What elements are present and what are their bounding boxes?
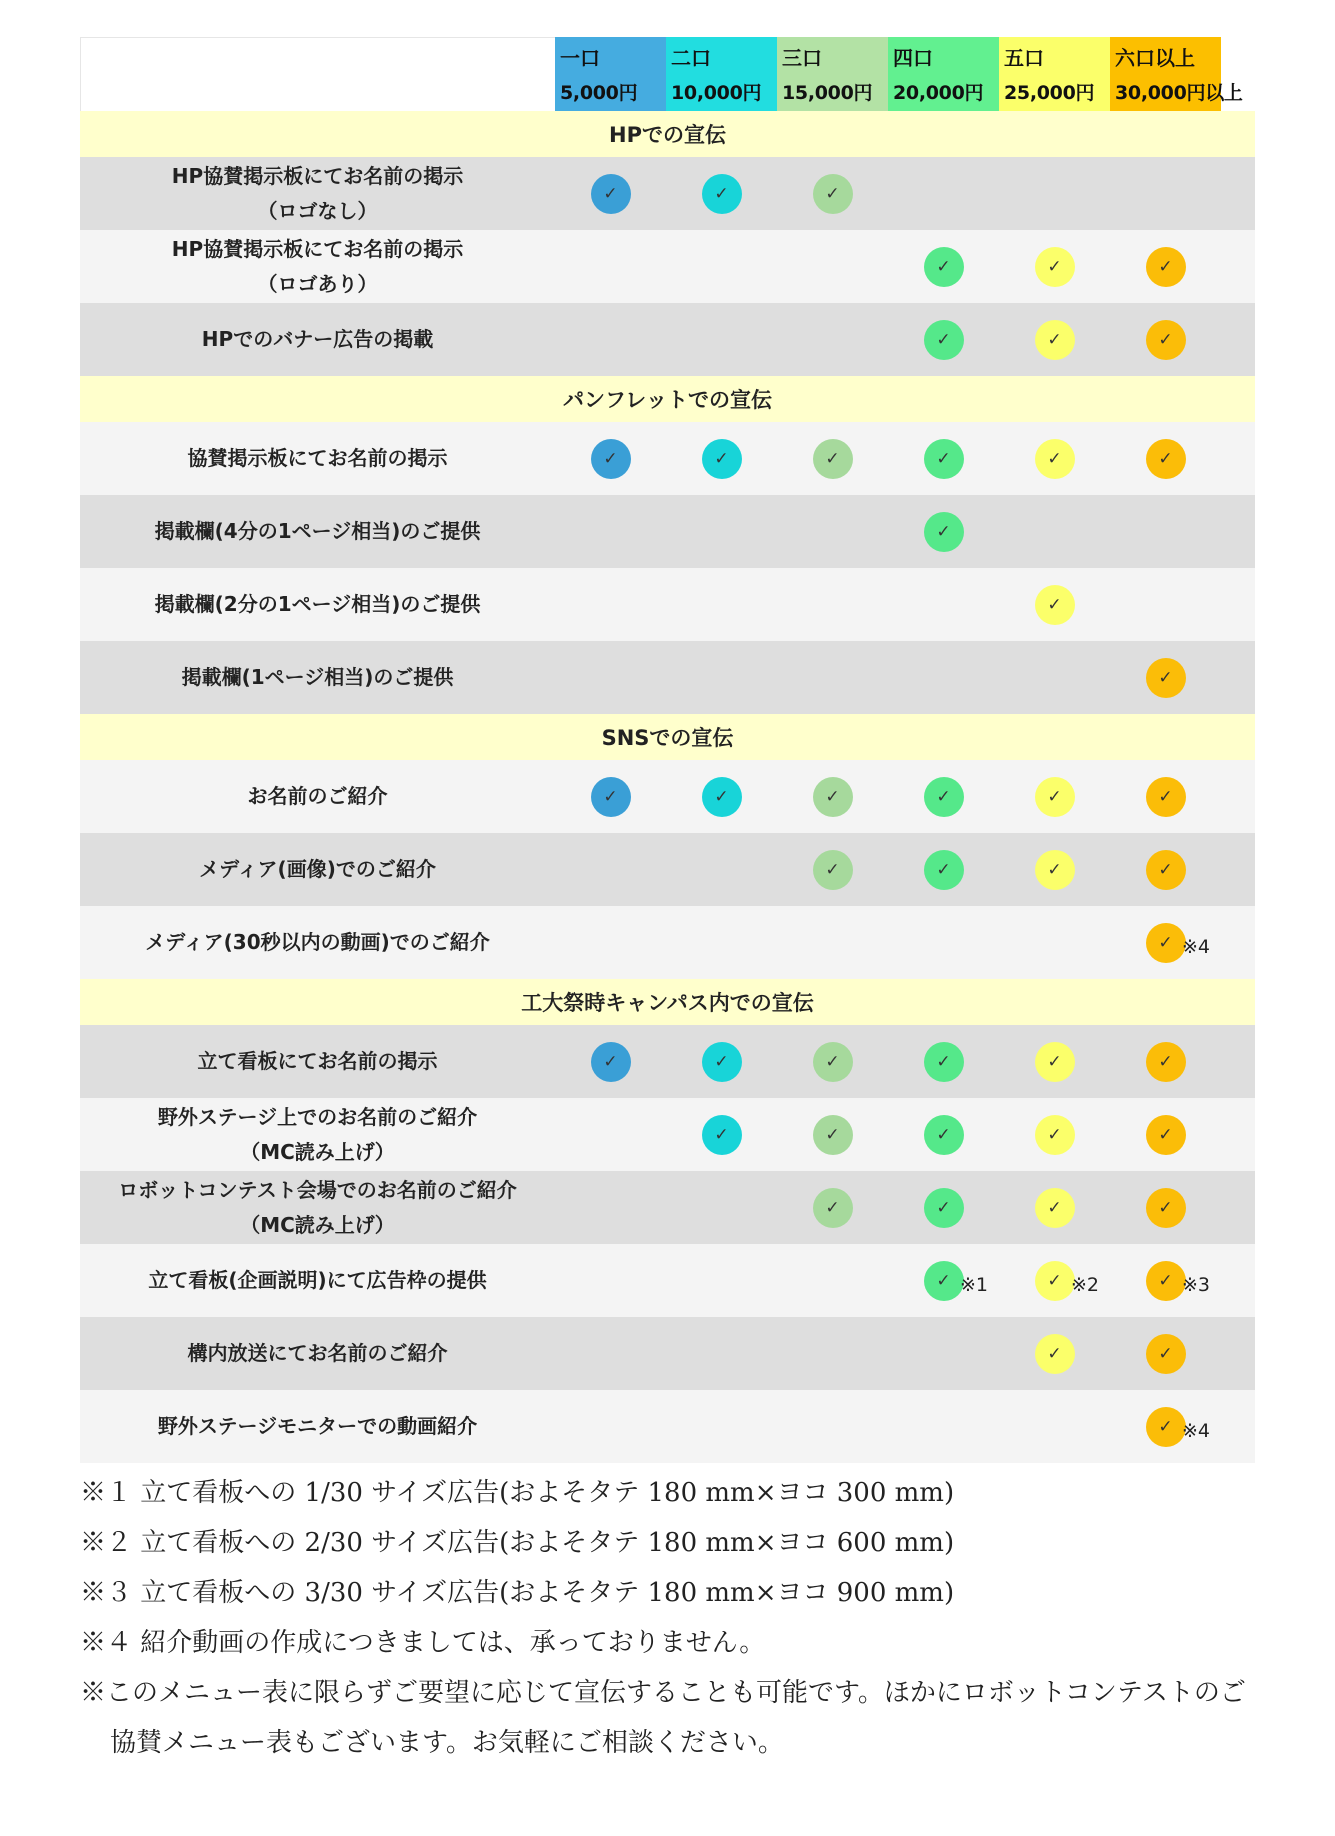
tier-cell xyxy=(777,422,888,495)
tier-cell xyxy=(999,495,1110,568)
tier-cell xyxy=(666,1317,777,1390)
tier-price: 5,000円 xyxy=(560,82,638,104)
check-icon: ✓ xyxy=(924,1261,964,1301)
header-blank-cell xyxy=(80,37,555,111)
tier-cell xyxy=(666,1098,777,1171)
check-icon: ✓ xyxy=(702,174,742,214)
tier-cell xyxy=(555,760,666,833)
tier-cell xyxy=(777,1025,888,1098)
tier-cell xyxy=(777,495,888,568)
row-label xyxy=(80,322,555,357)
tier-cell xyxy=(777,1317,888,1390)
check-icon: ✓ xyxy=(591,1042,631,1082)
row-label xyxy=(80,660,555,695)
check-icon: ✓ xyxy=(924,1188,964,1228)
tier-cell xyxy=(555,833,666,906)
row-label-subtext: （MC読み上げ） xyxy=(240,1139,395,1164)
tier-cell xyxy=(777,157,888,230)
check-icon: ✓ xyxy=(1146,1042,1186,1082)
check-icon: ✓ xyxy=(813,1188,853,1228)
tier-cell xyxy=(999,1317,1110,1390)
tier-cell xyxy=(1110,641,1221,714)
check-icon: ✓ xyxy=(1146,1334,1186,1374)
check-icon: ✓ xyxy=(924,1115,964,1155)
tier-cell xyxy=(1110,833,1221,906)
tier-cell xyxy=(777,1390,888,1463)
check-icon: ✓ xyxy=(1035,439,1075,479)
tier-cell xyxy=(555,230,666,303)
tier-price: 15,000円 xyxy=(782,82,873,104)
tier-cell xyxy=(888,303,999,376)
tier-cell xyxy=(555,1244,666,1317)
section-title: パンフレットでの宣伝 xyxy=(563,388,772,412)
tier-cell xyxy=(555,641,666,714)
row-label-text: 野外ステージモニターでの動画紹介 xyxy=(157,1414,478,1438)
row-label-text: 掲載欄(4分の1ページ相当)のご提供 xyxy=(154,519,481,543)
tier-cell xyxy=(666,495,777,568)
check-icon: ✓ xyxy=(702,1115,742,1155)
footnote-line: ※このメニュー表に限らずご要望に応じて宣伝することも可能です。ほかにロボットコンテストのご協賛メニュー表もございます。お気軽にご相談ください。 xyxy=(80,1678,1246,1758)
row-label xyxy=(80,925,555,960)
tier-name: 二口 xyxy=(671,46,711,70)
row-label-text: 掲載欄(2分の1ページ相当)のご提供 xyxy=(154,592,481,616)
tier-cell xyxy=(999,833,1110,906)
tier-cell xyxy=(888,230,999,303)
table-row xyxy=(80,422,1255,495)
tier-cell xyxy=(666,230,777,303)
tier-cell xyxy=(888,760,999,833)
tier-cell xyxy=(666,1390,777,1463)
check-icon: ✓ xyxy=(924,247,964,287)
tier-cell xyxy=(777,760,888,833)
check-icon: ✓ xyxy=(924,439,964,479)
tier-cell xyxy=(999,1098,1110,1171)
row-label-text: 協賛掲示板にてお名前の掲示 xyxy=(187,446,448,470)
row-label-text: メディア(30秒以内の動画)でのご紹介 xyxy=(145,930,490,954)
tier-cell xyxy=(666,906,777,979)
tier-cell xyxy=(888,641,999,714)
row-label xyxy=(80,1100,555,1170)
tier-cell xyxy=(777,906,888,979)
check-icon: ✓ xyxy=(1146,777,1186,817)
tier-price: 20,000円 xyxy=(893,82,984,104)
tier-cell xyxy=(1110,760,1221,833)
tier-header-2 xyxy=(666,37,777,111)
check-icon: ✓ xyxy=(1146,439,1186,479)
tier-cell xyxy=(666,422,777,495)
table-row xyxy=(80,568,1255,641)
check-icon: ✓ xyxy=(813,1115,853,1155)
tier-cell xyxy=(1110,495,1221,568)
row-label-subtext: （ロゴなし） xyxy=(257,198,378,223)
tier-cell xyxy=(666,760,777,833)
check-icon: ✓ xyxy=(924,777,964,817)
check-icon: ✓ xyxy=(1146,1407,1186,1447)
tier-cell xyxy=(1110,906,1221,979)
table-row xyxy=(80,1171,1255,1244)
check-icon: ✓ xyxy=(702,439,742,479)
tier-cell xyxy=(1110,1317,1221,1390)
check-icon: ✓ xyxy=(924,850,964,890)
tier-header-6 xyxy=(1110,37,1243,111)
check-icon: ✓ xyxy=(1146,850,1186,890)
check-icon: ✓ xyxy=(702,1042,742,1082)
row-label xyxy=(80,779,555,814)
tier-cell xyxy=(888,1317,999,1390)
tier-cell xyxy=(666,157,777,230)
footnote-marker: ※4 xyxy=(1182,1420,1211,1442)
tier-cell xyxy=(666,1171,777,1244)
table-row xyxy=(80,495,1255,568)
tier-cell xyxy=(999,1025,1110,1098)
check-icon: ✓ xyxy=(813,1042,853,1082)
section-header xyxy=(80,111,1255,157)
tier-cell xyxy=(1110,422,1221,495)
row-label-text: HP協賛掲示板にてお名前の掲示 xyxy=(171,163,464,188)
tier-cell xyxy=(555,1390,666,1463)
tier-cell xyxy=(888,906,999,979)
table-body xyxy=(80,111,1255,1463)
check-icon: ✓ xyxy=(813,850,853,890)
table-row xyxy=(80,1390,1255,1463)
check-icon: ✓ xyxy=(1035,585,1075,625)
tier-cell xyxy=(888,157,999,230)
table-row xyxy=(80,760,1255,833)
tier-cell xyxy=(555,1025,666,1098)
row-label xyxy=(80,514,555,549)
footnote-marker: ※2 xyxy=(1071,1274,1100,1296)
tier-name: 四口 xyxy=(893,46,933,70)
row-label-text: 野外ステージ上でのお名前のご紹介 xyxy=(157,1104,478,1129)
tier-cell xyxy=(777,568,888,641)
sponsorship-menu-table xyxy=(80,37,1255,1463)
row-label-text: 立て看板(企画説明)にて広告枠の提供 xyxy=(148,1268,487,1292)
tier-cell xyxy=(1110,1025,1221,1098)
row-label xyxy=(80,232,555,302)
tier-name: 三口 xyxy=(782,46,822,70)
table-row xyxy=(80,157,1255,230)
tier-price: 30,000円以上 xyxy=(1115,82,1243,104)
row-label xyxy=(80,441,555,476)
tier-cell xyxy=(999,303,1110,376)
tier-cell xyxy=(777,230,888,303)
table-row xyxy=(80,1025,1255,1098)
tier-cell xyxy=(555,906,666,979)
check-icon: ✓ xyxy=(1035,1334,1075,1374)
tier-name: 六口以上 xyxy=(1115,46,1195,70)
tier-cell xyxy=(999,1390,1110,1463)
table-row xyxy=(80,1244,1255,1317)
tier-header-4 xyxy=(888,37,999,111)
check-icon: ✓ xyxy=(924,512,964,552)
table-row xyxy=(80,833,1255,906)
tier-name: 一口 xyxy=(560,46,600,70)
section-title: SNSでの宣伝 xyxy=(601,726,734,750)
footnote-line: ※１ 立て看板への 1/30 サイズ広告(およそタテ 180 mm×ヨコ 300 mm) xyxy=(80,1478,955,1508)
tier-header-5 xyxy=(999,37,1110,111)
tier-cell xyxy=(999,568,1110,641)
check-icon: ✓ xyxy=(1035,850,1075,890)
row-label-text: HP協賛掲示板にてお名前の掲示 xyxy=(171,236,464,261)
check-icon: ✓ xyxy=(1035,1188,1075,1228)
check-icon: ✓ xyxy=(1146,320,1186,360)
row-label-text: 立て看板にてお名前の掲示 xyxy=(197,1049,438,1073)
table-row xyxy=(80,1098,1255,1171)
footnote-marker: ※3 xyxy=(1182,1274,1211,1296)
row-label xyxy=(80,852,555,887)
tier-cell xyxy=(888,833,999,906)
tier-cell xyxy=(777,303,888,376)
check-icon: ✓ xyxy=(924,320,964,360)
row-label-text: 掲載欄(1ページ相当)のご提供 xyxy=(181,665,454,689)
row-label xyxy=(80,587,555,622)
tier-header-1 xyxy=(555,37,666,111)
row-label xyxy=(80,1044,555,1079)
tier-cell xyxy=(666,833,777,906)
tier-cell xyxy=(999,230,1110,303)
tier-cell xyxy=(555,1098,666,1171)
table-row xyxy=(80,1317,1255,1390)
section-title: HPでの宣伝 xyxy=(609,123,726,147)
tier-cell xyxy=(888,1171,999,1244)
row-label xyxy=(80,159,555,229)
check-icon: ✓ xyxy=(702,777,742,817)
check-icon: ✓ xyxy=(813,174,853,214)
section-header xyxy=(80,376,1255,422)
row-label-text: お名前のご紹介 xyxy=(247,784,388,808)
tier-cell xyxy=(999,1244,1110,1317)
section-header xyxy=(80,979,1255,1025)
check-icon: ✓ xyxy=(1035,247,1075,287)
tier-cell xyxy=(1110,1244,1221,1317)
tier-cell xyxy=(1110,157,1221,230)
tier-header-3 xyxy=(777,37,888,111)
tier-cell xyxy=(666,303,777,376)
tier-cell xyxy=(555,303,666,376)
section-header xyxy=(80,714,1255,760)
tier-cell xyxy=(777,1244,888,1317)
tier-price: 10,000円 xyxy=(671,82,762,104)
row-label xyxy=(80,1173,555,1243)
tier-name: 五口 xyxy=(1004,46,1044,70)
row-label xyxy=(80,1263,555,1298)
tier-cell xyxy=(666,641,777,714)
footnote-marker: ※4 xyxy=(1182,936,1211,958)
tier-cell xyxy=(777,1098,888,1171)
check-icon: ✓ xyxy=(1035,777,1075,817)
tier-cell xyxy=(888,568,999,641)
check-icon: ✓ xyxy=(1035,1042,1075,1082)
tier-cell xyxy=(999,641,1110,714)
footnote-marker: ※1 xyxy=(960,1274,989,1296)
check-icon: ✓ xyxy=(1035,1261,1075,1301)
row-label-text: 構内放送にてお名前のご紹介 xyxy=(187,1341,448,1365)
tier-cell xyxy=(1110,1390,1221,1463)
row-label-subtext: （ロゴあり） xyxy=(257,271,378,296)
tier-cell xyxy=(999,760,1110,833)
tier-cell xyxy=(666,1244,777,1317)
footnote-line: ※２ 立て看板への 2/30 サイズ広告(およそタテ 180 mm×ヨコ 600 mm) xyxy=(80,1528,955,1558)
tier-cell xyxy=(555,568,666,641)
tier-cell xyxy=(999,422,1110,495)
footnote-line: ※４ 紹介動画の作成につきましては、承っておりません。 xyxy=(80,1628,766,1658)
check-icon: ✓ xyxy=(1146,247,1186,287)
check-icon: ✓ xyxy=(1146,1261,1186,1301)
tier-cell xyxy=(555,422,666,495)
check-icon: ✓ xyxy=(1146,658,1186,698)
tier-cell xyxy=(555,495,666,568)
tier-cell xyxy=(888,1244,999,1317)
tier-price: 25,000円 xyxy=(1004,82,1095,104)
check-icon: ✓ xyxy=(813,777,853,817)
row-label-text: メディア(画像)でのご紹介 xyxy=(199,857,436,881)
tier-cell xyxy=(555,1171,666,1244)
check-icon: ✓ xyxy=(591,174,631,214)
check-icon: ✓ xyxy=(1146,1188,1186,1228)
section-title: 工大祭時キャンパス内での宣伝 xyxy=(521,991,814,1015)
tier-cell xyxy=(1110,1171,1221,1244)
tier-cell xyxy=(999,1171,1110,1244)
check-icon: ✓ xyxy=(1035,320,1075,360)
tier-cell xyxy=(888,1390,999,1463)
check-icon: ✓ xyxy=(924,1042,964,1082)
tier-header-row xyxy=(80,37,1255,111)
row-label-subtext: （MC読み上げ） xyxy=(240,1212,395,1237)
check-icon: ✓ xyxy=(1146,1115,1186,1155)
check-icon: ✓ xyxy=(591,439,631,479)
row-label-text: ロボットコンテスト会場でのお名前のご紹介 xyxy=(118,1177,517,1202)
tier-cell xyxy=(888,1098,999,1171)
tier-cell xyxy=(777,641,888,714)
row-label xyxy=(80,1409,555,1444)
tier-cell xyxy=(777,833,888,906)
tier-cell xyxy=(1110,230,1221,303)
tier-cell xyxy=(999,157,1110,230)
footnotes xyxy=(80,1468,1255,1768)
tier-cell xyxy=(1110,1098,1221,1171)
tier-cell xyxy=(555,1317,666,1390)
tier-cell xyxy=(999,906,1110,979)
row-label xyxy=(80,1336,555,1371)
footnote-line: ※３ 立て看板への 3/30 サイズ広告(およそタテ 180 mm×ヨコ 900 mm) xyxy=(80,1578,955,1608)
check-icon: ✓ xyxy=(1035,1115,1075,1155)
tier-cell xyxy=(666,1025,777,1098)
table-row xyxy=(80,230,1255,303)
tier-cell xyxy=(555,157,666,230)
table-row xyxy=(80,303,1255,376)
check-icon: ✓ xyxy=(1146,923,1186,963)
table-row xyxy=(80,641,1255,714)
tier-cell xyxy=(1110,568,1221,641)
tier-cell xyxy=(888,495,999,568)
check-icon: ✓ xyxy=(591,777,631,817)
tier-cell xyxy=(888,422,999,495)
tier-cell xyxy=(1110,303,1221,376)
table-row xyxy=(80,906,1255,979)
tier-cell xyxy=(777,1171,888,1244)
tier-cell xyxy=(666,568,777,641)
check-icon: ✓ xyxy=(813,439,853,479)
row-label-text: HPでのバナー広告の掲載 xyxy=(201,327,434,351)
tier-cell xyxy=(888,1025,999,1098)
